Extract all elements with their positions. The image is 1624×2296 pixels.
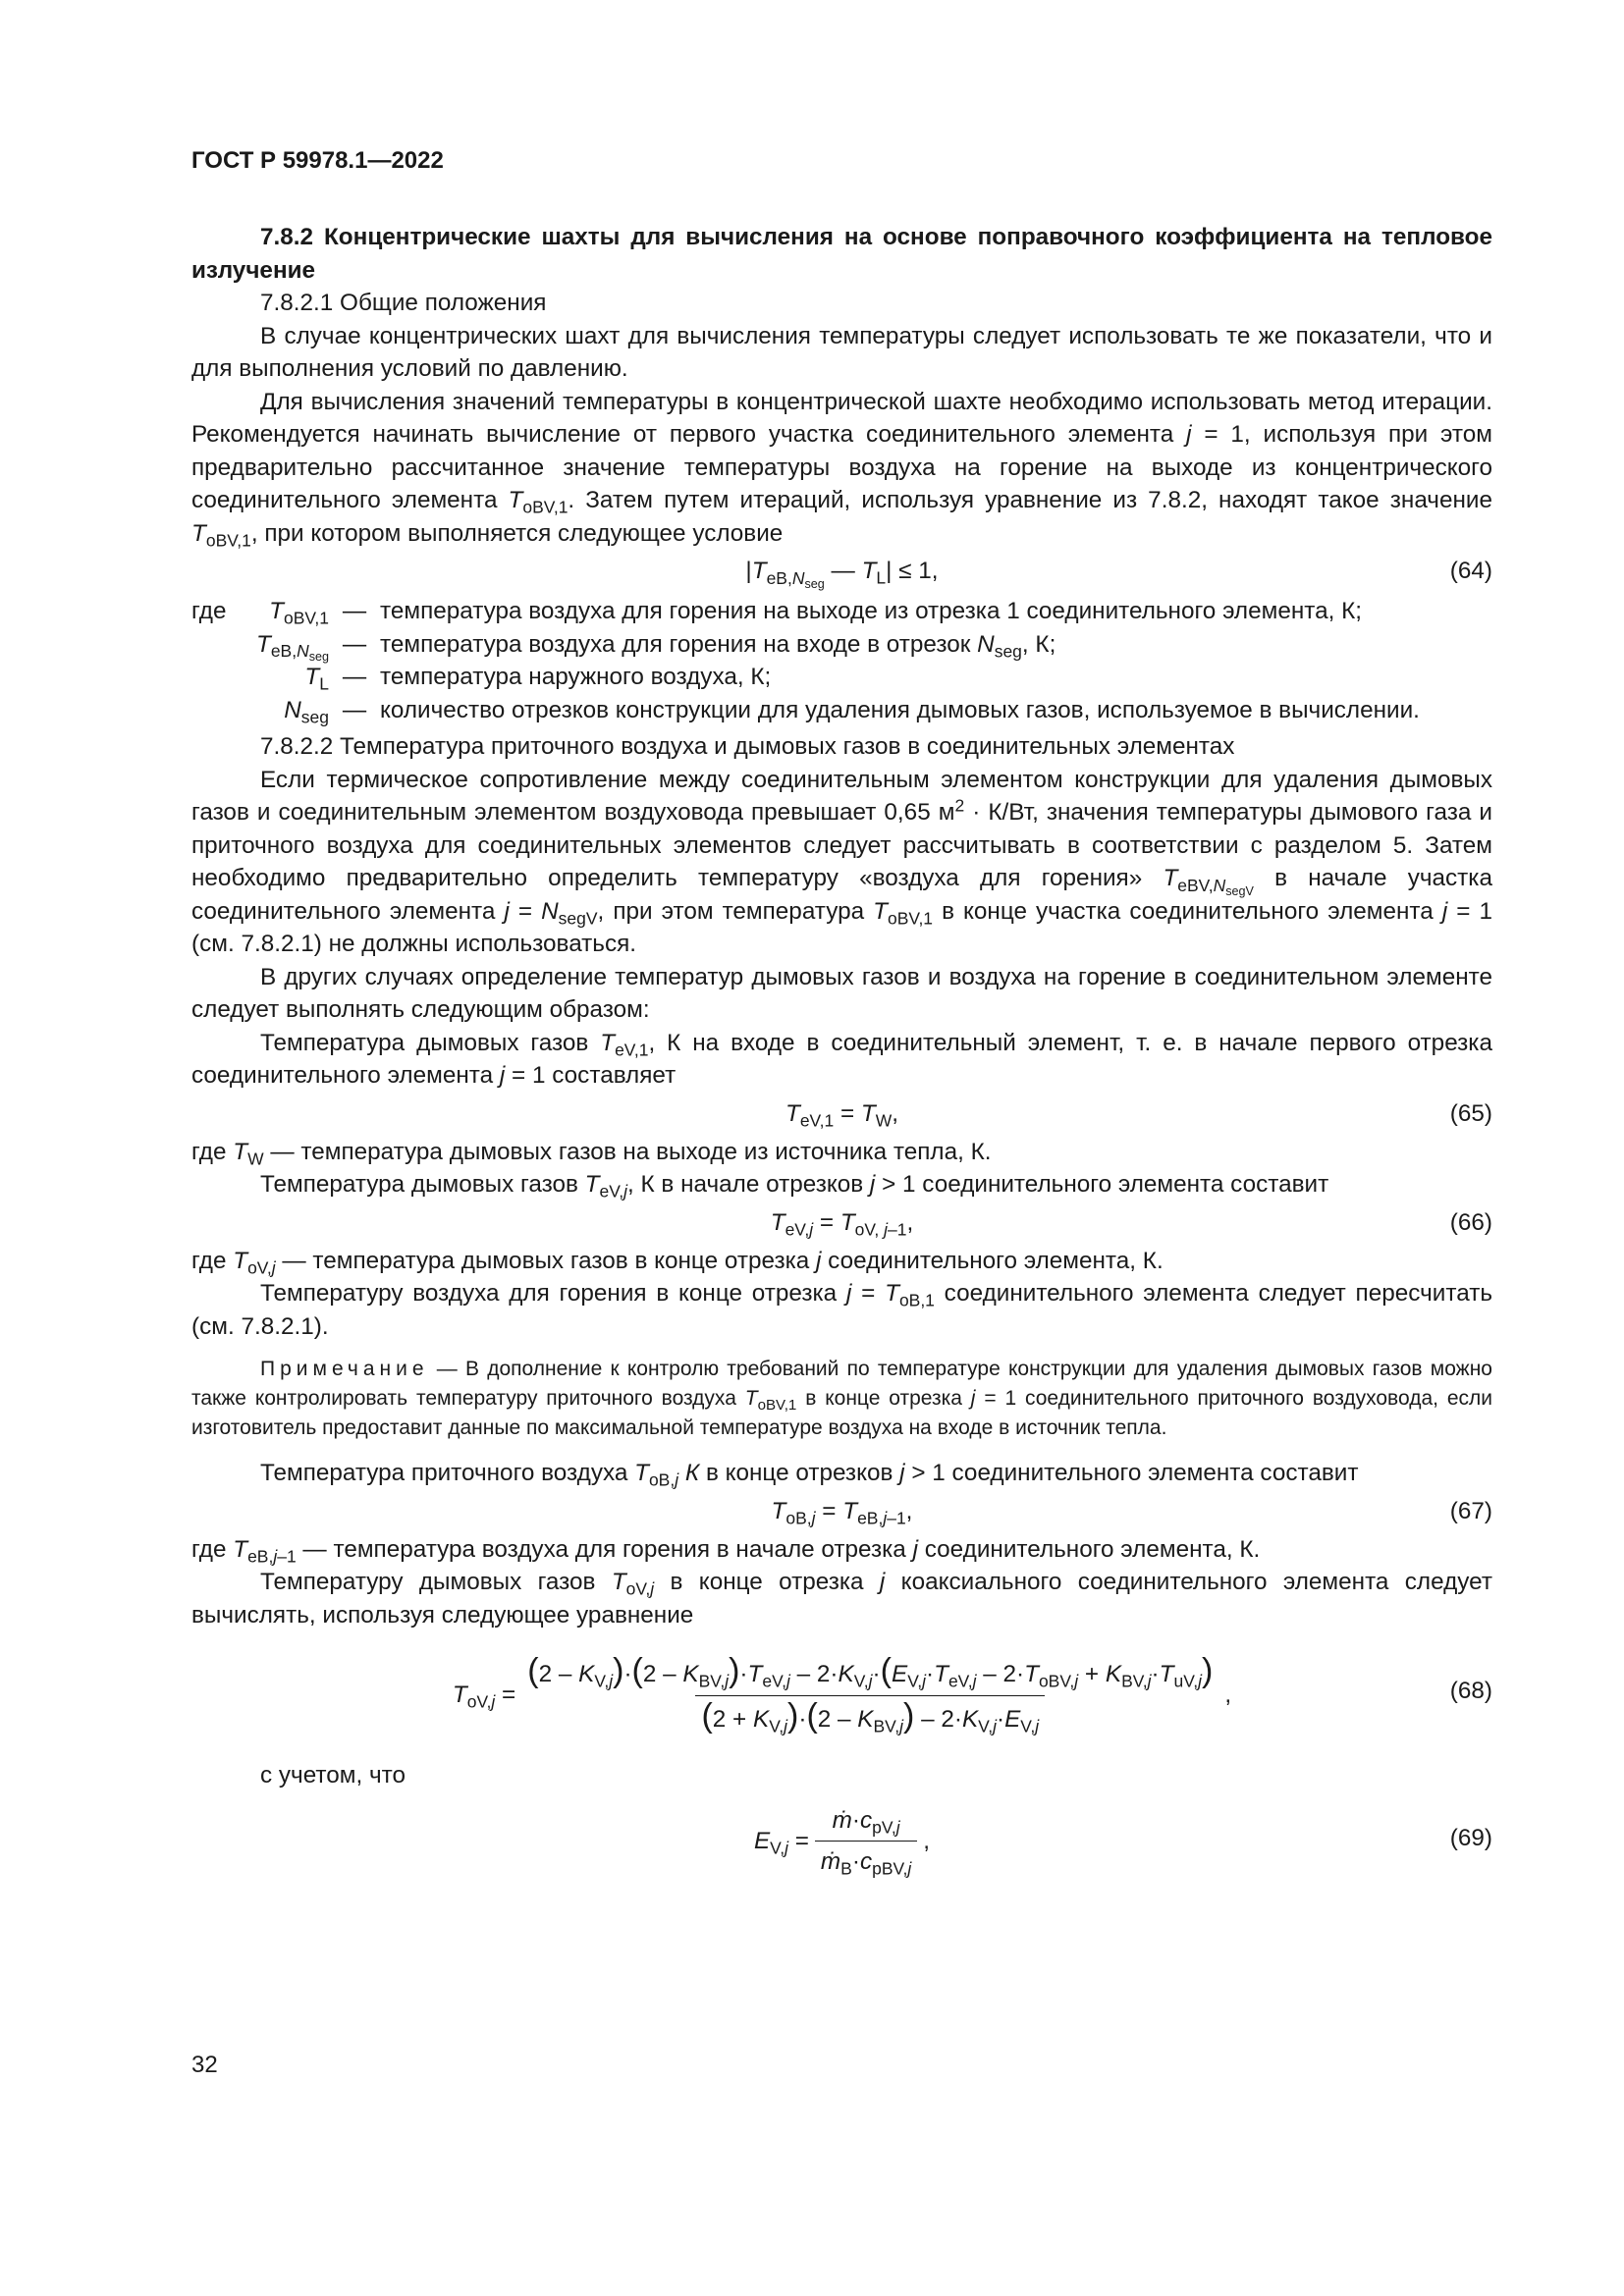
equation-67: $T_{oB,j} = T_{eB,j-1}$, (67) (191, 1490, 1492, 1533)
definition-list (191, 595, 1492, 726)
equation-number: (66) (1449, 1208, 1492, 1236)
document-header: ГОСТ Р 59978.1—2022 (191, 147, 444, 174)
equation-number: (69) (1449, 1824, 1492, 1851)
paragraph: Температуру воздуха для горения в конце отрезка $j = T_{oB,1}$ соединительного элемента следует пересчитать (см. 7.8.2.1). (191, 1280, 1492, 1340)
definition-item: $T_{eB,N_{seg}}$ — температура воздуха для горения на входе в отрезок $N_{seg}$, К; (255, 630, 1056, 665)
fraction: $(2 - K_{V,j})\cdot(2 - K_{BV,j})\cdot T_{eV,j} - 2\cdot K_{V,j}\cdot(E_{V,j}\cdot T_{eV,j} - 2\cdot T_{oBV,j} + K_{BV,j}\cdot T_{uV,j})$ $(2 + K_{V,j})\cdot(2 - K_{BV,j}) - 2\cdot K_{V,j}\cdot E_{V,j}$ (527, 1652, 1214, 1736)
definition-item: где $T_{oBV,1}$ — температура воздуха для горения на выходе из отрезка 1 соединительного элемента, К; (191, 598, 1363, 628)
definition-line: где $T_W$ — температура дымовых газов на выходе из источника тепла, К. (191, 1138, 992, 1169)
definition-line: где $T_{oV,j}$ — температура дымовых газов в конце отрезка j соединительного элемента, К. (191, 1247, 1164, 1278)
definition-item: $N_{seg}$ — количество отрезков конструкции для удаления дымовых газов, используемое в вычислении. (284, 696, 1420, 727)
equation-number: (64) (1449, 558, 1492, 584)
page-number: 32 (191, 2052, 218, 2078)
paragraph: Если термическое сопротивление между соединительным элементом конструкции для удаления дымовых газов и соединительным элементом воздуховода превышает 0,65 $м^2 \cdot К/Вт$, значения температуры дымового газа и приточного воздуха для соединительных элементов следует рассчитывать в соответствии с разделом 5. Затем необходимо предварительно определить температуру «воздуха для горения» $T_{eBV,N_{segV}}$ в начале участка соединительного элемента $j = N_{segV}$, при этом температура $T_{oBV,1}$ в конце участка соединительного элемента j = 1 (см. 7.8.2.1) не должны использоваться. (191, 766, 1492, 957)
equation-number: (68) (1449, 1678, 1492, 1704)
equation-65: $T_{eV,1} = T_W$, (65) (191, 1093, 1492, 1136)
paragraph: Температура приточного воздуха $T_{oB,j}$ К в конце отрезков j > 1 соединительного элемента составит (260, 1460, 1359, 1490)
fraction: $\frac{ṁ\cdot c_{pV,j}}{ṁ_B\cdot c_{pBV,j}}$ (815, 1804, 917, 1879)
definition-line: где $T_{eB,j-1}$ — температура воздуха для горения в начале отрезка j соединительного элемента, К. (191, 1535, 1261, 1567)
equation-66: $T_{eV,j} = T_{oV, j-1}$, (66) (191, 1201, 1492, 1245)
equation-number: (65) (1449, 1099, 1492, 1127)
paragraph: Для вычисления значений температуры в концентрической шахте необходимо использовать метод итерации. Рекомендуется начинать вычисление от первого участка соединительного элемента j = 1, используя при этом предварительно рассчитанное значение температуры воздуха на горение на выходе из концентрического соединительного элемента $T_{oBV,1}$. Затем путем итераций, используя уравнение из 7.8.2, находят такое значение $T_{oBV,1}$, при котором выполняется следующее условие (191, 388, 1492, 551)
paragraph: В других случаях определение температур дымовых газов и воздуха на горение в соединительном элементе следует выполнять следующим образом: (191, 963, 1492, 1023)
paragraph: Температуру дымовых газов $T_{oV,j}$ в конце отрезка j коаксиального соединительного элемента следует вычислять, используя следующее уравнение (191, 1569, 1492, 1629)
equation-69: $E_{V,j}$ = $\frac{ṁ\cdot c_{pV,j}}{ṁ_B\cdot c_{pBV,j}}$ , (69) (191, 1792, 1492, 1891)
note-label: Примечание (260, 1358, 429, 1380)
equation-number: (67) (1449, 1497, 1492, 1524)
equation-64: $|T_{eB,N_{seg}}$ — $T_L| \le 1$, (64) (191, 550, 1492, 593)
paragraph: с учетом, что (260, 1762, 406, 1789)
subsection-title: 7.8.2.2 Температура приточного воздуха и дымовых газов в соединительных элементах (260, 733, 1235, 760)
equation-68: $T_{oV,j}$ = $(2 - K_{V,j})\cdot(2 - K_{BV,j})\cdot T_{eV,j} - 2\cdot K_{V,j}\cdot(E_{V,j}\cdot T_{eV,j} - 2\cdot T_{oBV,j} + K_{BV,j}\cdot T_{uV,j})$ $(2 + K_{V,j})\cdot(2 - K_{BV,j}) - 2\cdot K_{V,j}\cdot E_{V,j}$ , (68) (452, 1652, 1492, 1736)
paragraph: Температура дымовых газов $T_{eV,1}$, К на входе в соединительный элемент, т. е. в начале первого отрезка соединительного элемента j = 1 составляет (191, 1029, 1492, 1089)
document-body (191, 221, 1492, 1891)
note: Примечание — В дополнение к контролю требований по температуре конструкции для удаления дымовых газов можно также контролировать температуру приточного воздуха $T_{oBV,1}$ в конце отрезка j = 1 соединительного приточного воздуховода, если изготовитель предоставит данные по максимальной температуре воздуха на входе в источник тепла. (191, 1358, 1492, 1439)
subsection-title: 7.8.2.1 Общие положения (260, 290, 547, 316)
paragraph: В случае концентрических шахт для вычисления температуры следует использовать те же показатели, что и для выполнения условий по давлению. (191, 322, 1492, 382)
paragraph: Температура дымовых газов $T_{eV,j}$, К в начале отрезков j > 1 соединительного элемента составит (260, 1171, 1329, 1201)
definition-item: $T_L$ — температура наружного воздуха, К; (304, 664, 772, 694)
section-heading: 7.8.2 Концентрические шахты для вычисления на основе поправочного коэффициента на тепловое излучение (191, 224, 1492, 284)
